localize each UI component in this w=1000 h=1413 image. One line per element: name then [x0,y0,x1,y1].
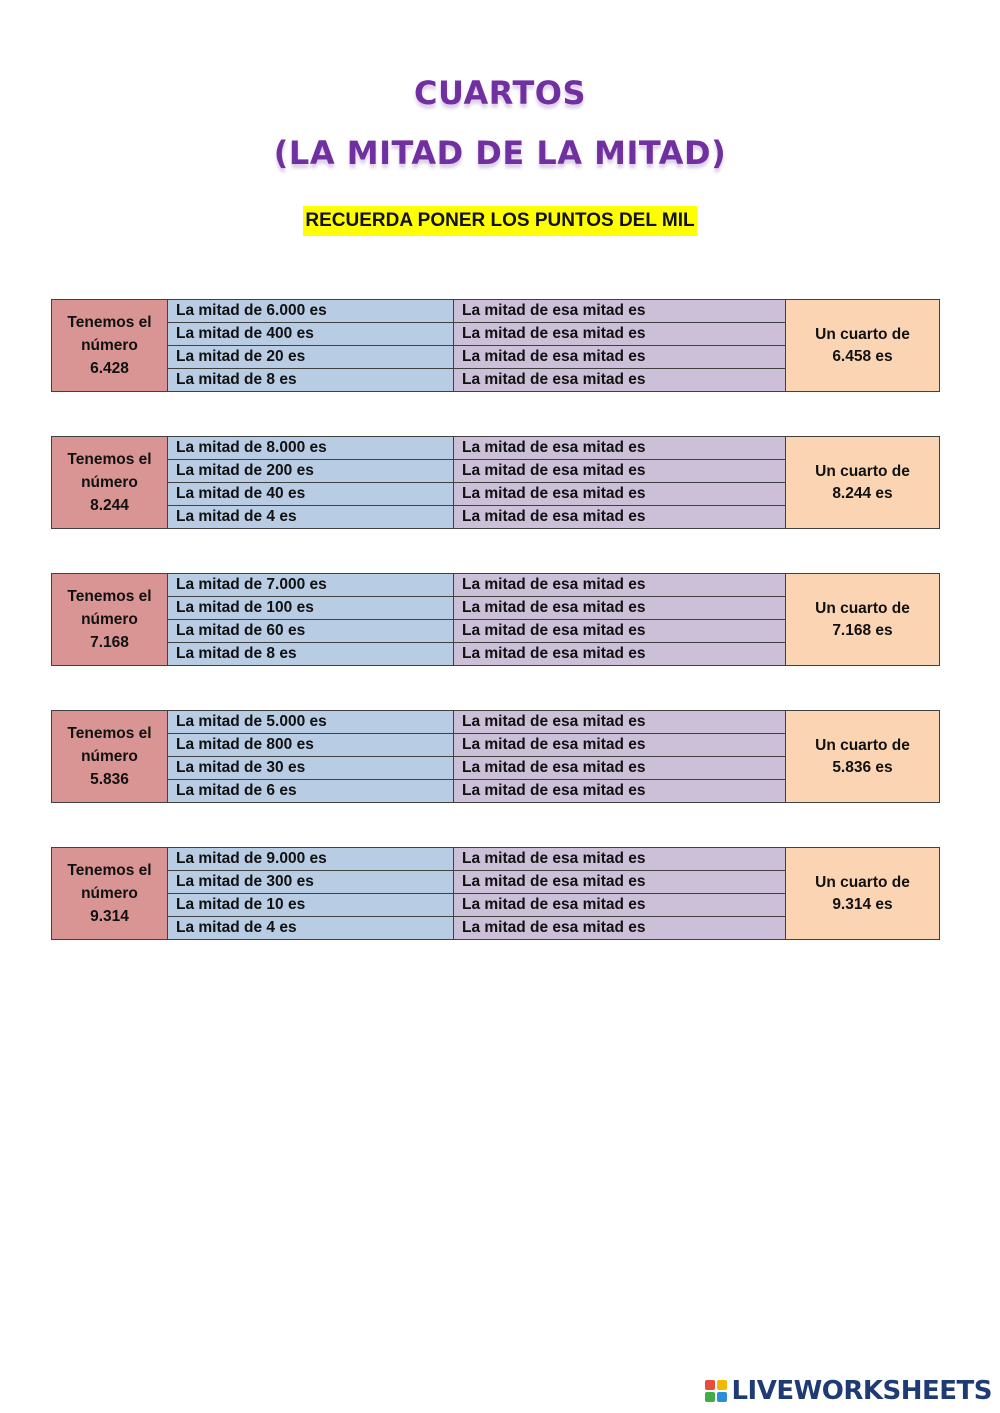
given-number: 8.244 [90,497,129,514]
given-number: 5.836 [90,771,129,788]
given-label: Tenemos el [67,725,152,742]
exercise-table [51,299,940,392]
half-row-cell: La mitad de 9.000 es [168,848,454,871]
half-row-cell: La mitad de 200 es [168,460,454,483]
half-row-cell: La mitad de 400 es [168,323,454,346]
half-of-half-row-cell: La mitad de esa mitad es [454,711,786,734]
page-title: CUARTOS [413,74,587,112]
given-number-cell [52,300,168,391]
given-label: número [81,885,138,902]
brand-name: LIVEWORKSHEETS [731,1376,992,1406]
half-of-half-row-cell: La mitad de esa mitad es [454,323,786,346]
exercise-table [51,573,940,666]
half-row-cell: La mitad de 30 es [168,757,454,780]
half-of-half-row-cell: La mitad de esa mitad es [454,369,786,391]
given-number-cell [52,848,168,939]
half-row-cell: La mitad de 7.000 es [168,574,454,597]
quarter-result-label: 6.458 es [832,347,893,365]
half-row-cell: La mitad de 5.000 es [168,711,454,734]
given-label: Tenemos el [67,588,152,605]
quarter-result-label: Un cuarto de [815,599,910,617]
half-of-half-row-cell: La mitad de esa mitad es [454,734,786,757]
quarter-result-cell [786,437,939,528]
quarter-result-cell [786,711,939,802]
given-number: 7.168 [90,634,129,651]
half-of-half-row-cell: La mitad de esa mitad es [454,848,786,871]
brand-footer [705,1376,992,1406]
half-row-cell: La mitad de 6.000 es [168,300,454,323]
half-row-cell: La mitad de 40 es [168,483,454,506]
quarter-result-label: Un cuarto de [815,462,910,480]
given-label: Tenemos el [67,862,152,879]
half-of-half-row-cell: La mitad de esa mitad es [454,620,786,643]
half-row-cell: La mitad de 300 es [168,871,454,894]
given-number: 9.314 [90,908,129,925]
given-label: Tenemos el [67,314,152,331]
quarter-result-label: 9.314 es [832,895,893,913]
half-row-cell: La mitad de 10 es [168,894,454,917]
quarter-result-label: 8.244 es [832,484,893,502]
half-row-cell: La mitad de 4 es [168,917,454,939]
half-of-half-row-cell: La mitad de esa mitad es [454,643,786,665]
exercise-table [51,710,940,803]
half-of-half-row-cell: La mitad de esa mitad es [454,597,786,620]
half-row-cell: La mitad de 60 es [168,620,454,643]
quarter-result-cell [786,574,939,665]
half-row-cell: La mitad de 4 es [168,506,454,528]
given-number-cell [52,711,168,802]
quarter-result-cell [786,848,939,939]
quarter-result-label: Un cuarto de [815,736,910,754]
reminder-text: RECUERDA PONER LOS PUNTOS DEL MIL [303,206,696,236]
half-row-cell: La mitad de 8 es [168,369,454,391]
given-label: número [81,611,138,628]
given-number-cell [52,574,168,665]
quarter-result-label: Un cuarto de [815,873,910,891]
half-of-half-row-cell: La mitad de esa mitad es [454,483,786,506]
half-of-half-row-cell: La mitad de esa mitad es [454,506,786,528]
quarter-result-cell [786,300,939,391]
given-label: número [81,337,138,354]
half-of-half-row-cell: La mitad de esa mitad es [454,574,786,597]
half-row-cell: La mitad de 20 es [168,346,454,369]
liveworksheets-logo-icon [705,1380,727,1402]
given-label: número [81,748,138,765]
half-of-half-row-cell: La mitad de esa mitad es [454,894,786,917]
half-of-half-row-cell: La mitad de esa mitad es [454,917,786,939]
quarter-result-label: 5.836 es [832,758,893,776]
half-row-cell: La mitad de 8 es [168,643,454,665]
half-row-cell: La mitad de 8.000 es [168,437,454,460]
quarter-result-label: 7.168 es [832,621,893,639]
half-of-half-row-cell: La mitad de esa mitad es [454,871,786,894]
quarter-result-label: Un cuarto de [815,325,910,343]
given-label: Tenemos el [67,451,152,468]
half-of-half-row-cell: La mitad de esa mitad es [454,780,786,802]
half-of-half-row-cell: La mitad de esa mitad es [454,437,786,460]
half-of-half-row-cell: La mitad de esa mitad es [454,300,786,323]
half-of-half-row-cell: La mitad de esa mitad es [454,757,786,780]
reminder-banner [0,206,1000,236]
exercise-table [51,436,940,529]
half-row-cell: La mitad de 100 es [168,597,454,620]
half-of-half-row-cell: La mitad de esa mitad es [454,460,786,483]
half-row-cell: La mitad de 800 es [168,734,454,757]
half-of-half-row-cell: La mitad de esa mitad es [454,346,786,369]
exercise-table [51,847,940,940]
page-subtitle: (LA MITAD DE LA MITAD) [273,134,727,172]
given-number-cell [52,437,168,528]
given-label: número [81,474,138,491]
half-row-cell: La mitad de 6 es [168,780,454,802]
given-number: 6.428 [90,360,129,377]
